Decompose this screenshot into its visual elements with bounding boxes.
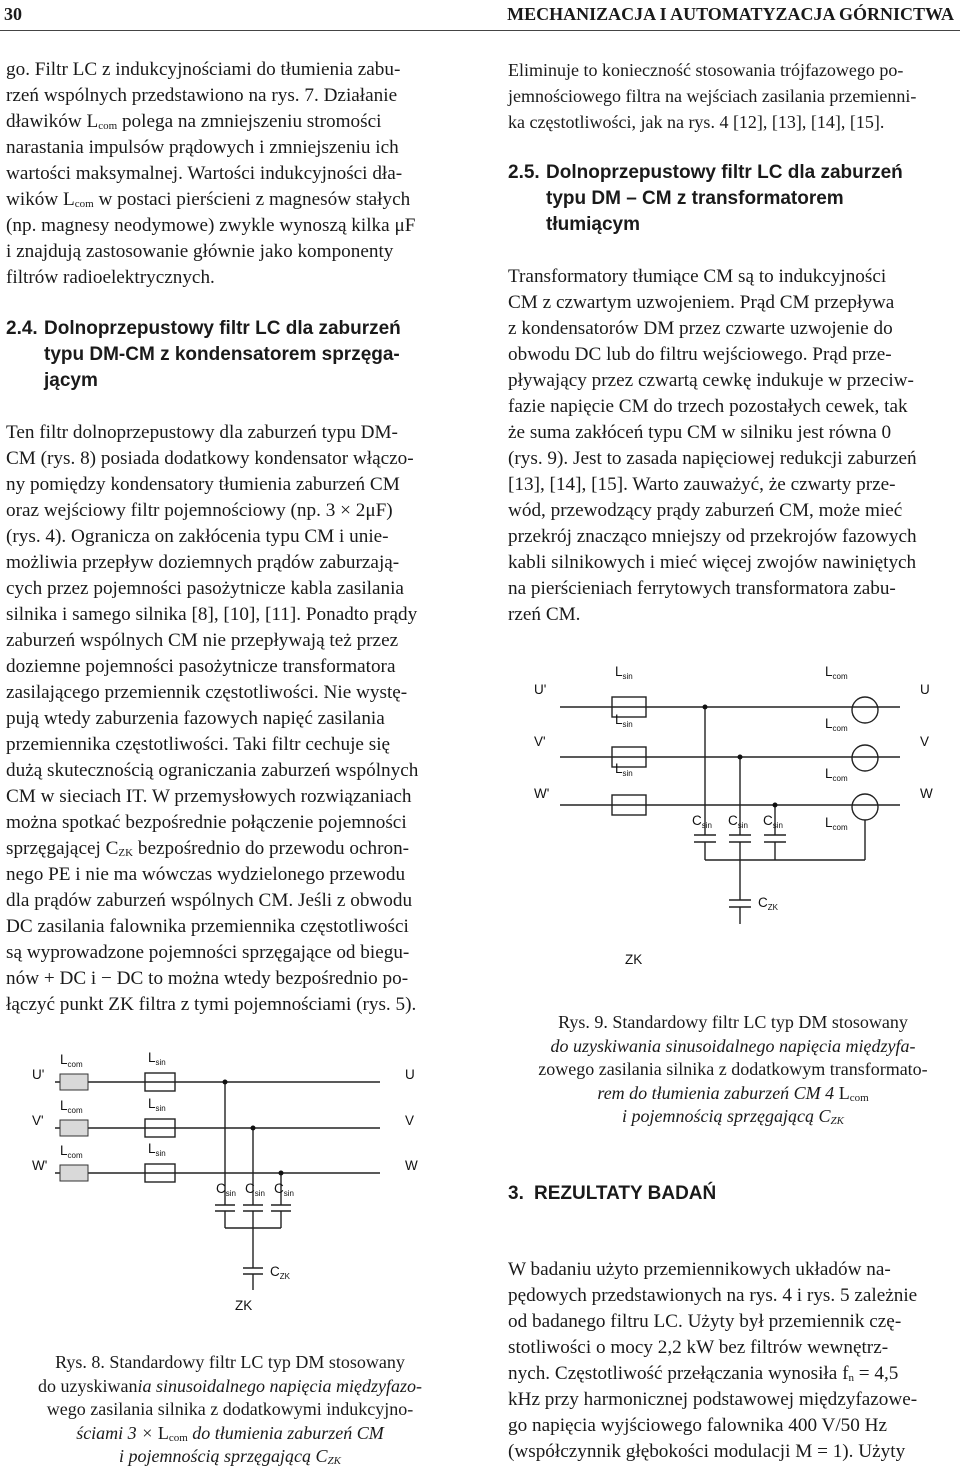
journal-title: MECHANIZACJA I AUTOMATYZACJA GÓRNICTWA	[507, 4, 954, 24]
text-line: (współczynnik głębokości modulacji M = 1). Użyty	[508, 1441, 906, 1462]
label-input-w: W'	[534, 786, 550, 801]
label-lsin: $L_{sin}$	[615, 712, 633, 729]
section-title: REZULTATY BADAŃ	[534, 1183, 717, 1204]
text-line: oraz wejściowy filtr pojemnościowy (np. 3 × 2μF)	[6, 500, 393, 521]
label-czk: $C_{ZK}$	[270, 1264, 290, 1281]
text-line: możliwia przepływ doziemnych prądów zaburzają-	[6, 552, 400, 573]
text-line: (np. magnesy neodymowe) zwykle wynoszą kilka μF	[6, 215, 416, 236]
text-line: filtrów radioelektrycznych.	[6, 267, 215, 288]
ferrite-core-ring	[852, 745, 878, 771]
text-line: przekrój znacząco mniejszy od przekrojów fazowych	[508, 526, 917, 547]
label-lcom: $L_{com}$	[60, 1052, 83, 1069]
text-line: silnika i samego silnika [8], [10], [11]. Ponadto prądy	[6, 604, 418, 625]
label-output-u: U	[920, 682, 930, 697]
section-number: 3.	[508, 1183, 524, 1204]
text-line: (rys. 4). Ogranicza on zakłócenia typu CM i unie-	[6, 526, 389, 547]
text-line: DC zasilania falownika przemiennika częstotliwości	[6, 916, 409, 937]
label-lcom: $L_{com}$	[825, 716, 848, 733]
text-line: fazie napięcie CM do trzech pozostałych cewek, tak	[508, 396, 908, 417]
lcom-choke	[60, 1165, 88, 1181]
section-heading-2-5	[508, 160, 958, 238]
text-line: Eliminuje to konieczność stosowania trójfazowego po-	[508, 60, 904, 80]
junction-dot	[223, 1080, 228, 1085]
label-lcom: $L_{com}$	[825, 766, 848, 783]
label-input-u: U'	[32, 1067, 45, 1082]
label-lcom: $L_{com}$	[825, 815, 848, 832]
text-line: ka częstotliwości, jak na rys. 4 [12], [13], [14], [15].	[508, 112, 885, 132]
left-body	[6, 420, 454, 1018]
label-csin: $C_{sin}$	[692, 813, 712, 830]
text-line: go. Filtr LC z indukcyjnościami do tłumienia zabu-	[6, 59, 401, 80]
section-title-line: Dolnoprzepustowy filtr LC dla zaburzeń	[44, 318, 401, 339]
text-line: W badaniu użyto przemiennikowych układów na-	[508, 1259, 891, 1280]
page-number: 30	[4, 4, 22, 24]
section-3-body	[508, 1257, 958, 1465]
text-line: nych. Częstotliwość przełączania wynosiła $f_n = 4,5$	[508, 1363, 899, 1384]
label-csin: $C_{sin}$	[728, 813, 748, 830]
figure-9-schematic	[520, 652, 950, 982]
section-number: 2.4.	[6, 318, 38, 339]
ferrite-core-ring	[852, 697, 878, 723]
text-line: (rys. 9). Jest to zasada napięciowej redukcji zaburzeń	[508, 448, 917, 469]
label-output-v: V	[405, 1113, 415, 1128]
junction-dot	[703, 705, 708, 710]
right-intro	[508, 57, 958, 135]
text-line: obwodu DC lub do filtru wejściowego. Prąd prze-	[508, 344, 892, 365]
lcom-choke	[60, 1120, 88, 1136]
section-heading-2-4	[6, 316, 454, 394]
text-line: pędowych przedstawionych na rys. 4 i rys. 5 zależnie	[508, 1285, 918, 1306]
text-line: zaburzeń wspólnych CM nie przepływają też przez	[6, 630, 399, 651]
text-line: przemiennika częstotliwości. Taki filtr cechuje się	[6, 734, 391, 755]
junction-dot	[279, 1171, 284, 1176]
lcom-choke	[60, 1074, 88, 1090]
section-title-line: Dolnoprzepustowy filtr LC dla zaburzeń	[546, 162, 903, 183]
left-intro	[6, 57, 454, 291]
label-lcom: $L_{com}$	[825, 664, 848, 681]
label-csin: $C_{sin}$	[245, 1181, 265, 1198]
text-line: go napięcia wyjściowego falownika 400 V/50 Hz	[508, 1415, 888, 1436]
text-line: [13], [14], [15]. Warto zauważyć, że czwarty prze-	[508, 474, 896, 495]
label-output-v: V	[920, 734, 930, 749]
text-line: dużą skutecznością ograniczania zaburzeń wspólnych	[6, 760, 419, 781]
text-line: wód, przewodzący prądy zaburzeń CM, może mieć	[508, 500, 903, 521]
junction-dot	[251, 1126, 256, 1131]
text-line: nego PE i nie ma wówczas wydzielonego przewodu	[6, 864, 406, 885]
text-line: rzeń CM.	[508, 604, 581, 625]
text-line: Ten filtr dolnoprzepustowy dla zaburzeń typu DM-	[6, 422, 398, 443]
section-title-line: jącym	[44, 370, 98, 391]
label-output-w: W	[405, 1158, 418, 1173]
text-line: Transformatory tłumiące CM są to indukcyjności	[508, 266, 887, 287]
text-line: wików $L_{com}$ w postaci pierścieni z magnesów stałych	[6, 189, 411, 210]
figure-9-caption: Rys. 9. Standardowy filtr LC typ DM stosowany do uzyskiwania sinusoidalnego napięcia międzyfa- zowego zasilania silnika z dodatkowym transformato- rem do tłumienia zaburzeń CM 4 $L_{com}$ i pojemnością sprzęgającą $C_{ZK}$	[538, 1012, 928, 1127]
text-line: można spotkać bezpośrednie połączenie pojemności	[6, 812, 407, 833]
label-lsin: $L_{sin}$	[148, 1050, 166, 1067]
label-zk: ZK	[235, 1298, 253, 1313]
section-heading-3	[508, 1181, 958, 1207]
section-title-line: tłumiącym	[546, 214, 640, 235]
label-csin: $C_{sin}$	[763, 813, 783, 830]
text-line: od badanego filtru LC. Użyty był przemiennik czę-	[508, 1311, 902, 1332]
label-czk: $C_{ZK}$	[758, 895, 778, 912]
text-line: CM (rys. 8) posiada dodatkowy kondensator włączo-	[6, 448, 414, 469]
figure-8-caption: Rys. 8. Standardowy filtr LC typ DM stosowany do uzyskiwania sinusoidalnego napięcia międzyfazo- wego zasilania silnika z dodatkowymi indukcyjno- ściami $3 \times L_{com}$ do tłumienia zaburzeń CM i pojemnością sprzęgającą $C_{ZK}$	[38, 1352, 422, 1467]
text-line: nów + DC i − DC to można wtedy bezpośrednio po-	[6, 968, 409, 989]
label-lsin: $L_{sin}$	[615, 761, 633, 778]
text-line: doziemne pojemności pasożytnicze transformatora	[6, 656, 396, 677]
section-title-line: typu DM – CM z transformatorem	[546, 188, 844, 209]
ferrite-core-ring	[852, 794, 878, 820]
label-input-v: V'	[534, 734, 546, 749]
text-line: sprzęgającej $C_{ZK}$ bezpośrednio do przewodu ochron-	[6, 838, 410, 859]
page-header	[0, 0, 960, 31]
text-line: z kondensatorów DM przez czwarte uzwojenie do	[508, 318, 893, 339]
text-line: rzeń wspólnych przedstawiono na rys. 7. Działanie	[6, 85, 398, 106]
text-line: dławików $L_{com}$ polega na zmniejszeniu stromości	[6, 111, 382, 132]
text-line: łączyć punkt ZK filtra z tymi pojemnościami (rys. 5).	[6, 994, 417, 1015]
label-output-u: U	[405, 1067, 415, 1082]
right-body	[508, 264, 958, 628]
text-line: stotliwości o mocy 2,2 kW bez filtrów wewnętrz-	[508, 1337, 889, 1358]
text-line: kabli silnikowych i mieć więcej zwojów nawiniętych	[508, 552, 917, 573]
section-number: 2.5.	[508, 162, 540, 183]
text-line: cych przez pojemności pasożytnicze kabla zasilania	[6, 578, 404, 599]
label-lcom: $L_{com}$	[60, 1143, 83, 1160]
label-lsin: $L_{sin}$	[148, 1096, 166, 1113]
junction-dot	[773, 803, 778, 808]
label-input-v: V'	[32, 1113, 44, 1128]
text-line: jemnościowego filtra na wejściach zasilania przemienni-	[508, 86, 917, 106]
figure-8-schematic	[20, 1040, 450, 1320]
label-csin: $C_{sin}$	[274, 1181, 294, 1198]
text-line: pływający przez czwartą cewkę indukuje w przeciw-	[508, 370, 914, 391]
label-input-u: U'	[534, 682, 547, 697]
text-line: dla prądów zaburzeń wspólnych CM. Jeśli z obwodu	[6, 890, 413, 911]
text-line: wartości maksymalnej. Wartości indukcyjności dła-	[6, 163, 403, 184]
text-line: i znajdują zastosowanie głównie jako komponenty	[6, 241, 394, 262]
label-input-w: W'	[32, 1158, 48, 1173]
section-title-line: typu DM-CM z kondensatorem sprzęga-	[44, 344, 400, 365]
junction-dot	[738, 755, 743, 760]
text-line: CM w sieciach IT. W przemysłowych rozwiązaniach	[6, 786, 412, 807]
text-line: ny pomiędzy kondensatory tłumienia zaburzeń CM	[6, 474, 400, 495]
text-line: zasilającego przemiennik częstotliwości. Nie wystę-	[6, 682, 408, 703]
text-line: narastania impulsów prądowych i zmniejszeniu ich	[6, 137, 399, 158]
label-lsin: $L_{sin}$	[615, 664, 633, 681]
label-lsin: $L_{sin}$	[148, 1141, 166, 1158]
text-line: że suma zakłóceń typu CM w silniku jest równa 0	[508, 422, 892, 443]
text-line: kHz przy harmonicznej podstawowej międzyfazowe-	[508, 1389, 918, 1410]
text-line: są wyprowadzone pojemności sprzęgające od biegu-	[6, 942, 410, 963]
text-line: pują wtedy zaburzenia fazowych napięć zasilania	[6, 708, 385, 729]
label-output-w: W	[920, 786, 933, 801]
text-line: na pierścieniach ferrytowych transformatora zabu-	[508, 578, 896, 599]
label-csin: $C_{sin}$	[216, 1181, 236, 1198]
label-lcom: $L_{com}$	[60, 1098, 83, 1115]
label-zk: ZK	[625, 952, 643, 967]
text-line: CM z czwartym uzwojeniem. Prąd CM przepływa	[508, 292, 895, 313]
